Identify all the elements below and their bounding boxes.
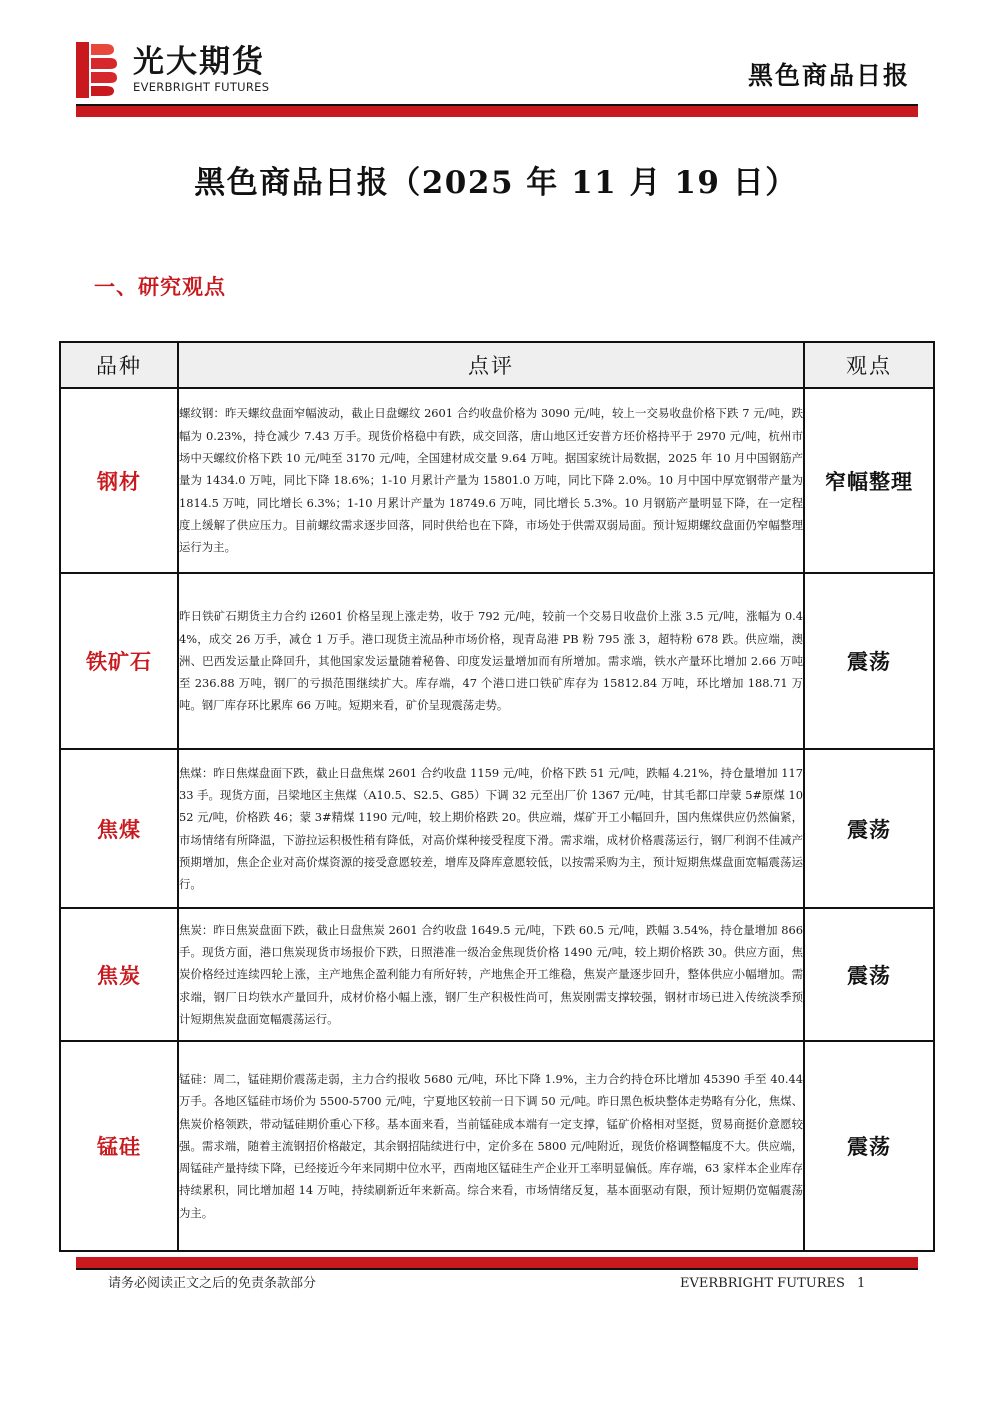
variety-cell: 钢材 bbox=[60, 388, 178, 573]
view-cell: 窄幅整理 bbox=[804, 388, 934, 573]
column-header-view: 观点 bbox=[804, 342, 934, 388]
everbright-logo-icon bbox=[76, 42, 118, 98]
column-header-variety: 品种 bbox=[60, 342, 178, 388]
variety-cell: 锰硅 bbox=[60, 1041, 178, 1251]
footer-divider bbox=[76, 1268, 918, 1270]
header-accent-bar bbox=[76, 106, 918, 117]
view-cell: 震荡 bbox=[804, 749, 934, 908]
report-name: 黑色商品日报 bbox=[747, 61, 910, 90]
view-cell: 震荡 bbox=[804, 1041, 934, 1251]
footer-accent-bar bbox=[76, 1257, 918, 1268]
comment-cell: 焦煤：昨日焦煤盘面下跌，截止日盘焦煤 2601 合约收盘 1159 元/吨，价格下跌 51 元/吨，跌幅 4.21%，持仓量增加 11733 手。现货方面，吕梁地区主焦煤（A10.5、S2.5、G85）下调 32 元至出厂价 1367 元/吨，甘其毛都口岸蒙 5#原煤 1052 元/吨，价格跌 46；蒙 3#精煤 1190 元/吨，较上期价格跌 20。供应端，煤矿开工小幅回升，国内焦煤供应仍然偏紧，市场情绪有所降温，下游拉运积极性稍有降低，对高价煤种接受程度下滑。需求端，成材价格震荡运行，钢厂利润不佳减产预期增加，焦企企业对高价煤资源的接受意愿较差，增库及降库意愿较低，以按需采购为主，预计短期焦煤盘面宽幅震荡运行。 bbox=[178, 749, 804, 908]
variety-cell: 焦炭 bbox=[60, 908, 178, 1041]
table-row bbox=[60, 1041, 934, 1251]
comment-cell: 锰硅：周二，锰硅期价震荡走弱，主力合约报收 5680 元/吨，环比下降 1.9%，主力合约持仓环比增加 45390 手至 40.44 万手。各地区锰硅市场价为 5500-5700 元/吨，宁夏地区较前一日下调 50 元/吨。昨日黑色板块整体走势略有分化，焦煤、焦炭价格领跌，带动锰硅期价重心下移。基本面来看，当前锰硅成本端有一定支撑，锰矿价格相对坚挺，贸易商挺价意愿较强。需求端，随着主流钢招价格敲定，其余钢招陆续进行中，定价多在 5800 元/吨附近，现货价格调整幅度不大。供应端，周锰硅产量持续下降，已经接近今年来同期中位水平，西南地区锰硅生产企业开工率明显偏低。库存端，63 家样本企业库存持续累积，同比增加超 14 万吨，持续刷新近年来新高。综合来看，市场情绪反复，基本面驱动有限，预计短期仍宽幅震荡为主。 bbox=[178, 1041, 804, 1251]
section-heading: 一、研究观点 bbox=[94, 275, 226, 299]
research-views-table bbox=[59, 341, 935, 1252]
comment-cell: 昨日铁矿石期货主力合约 i2601 价格呈现上涨走势，收于 792 元/吨，较前一个交易日收盘价上涨 3.5 元/吨，涨幅为 0.44%，成交 26 万手，减仓 1 万手。港口现货主流品种市场价格，现青岛港 PB 粉 795 涨 3，超特粉 678 跌。供应端，澳洲、巴西发运量止降回升，其他国家发运量随着秘鲁、印度发运量增加而有所增加。需求端，铁水产量环比增加 2.66 万吨至 236.88 万吨，钢厂的亏损范围继续扩大。库存端，47 个港口进口铁矿库存为 15812.84 万吨，环比增加 188.71 万吨。钢厂库存环比累库 66 万吨。短期来看，矿价呈现震荡走势。 bbox=[178, 573, 804, 749]
comment-cell: 螺纹钢：昨天螺纹盘面窄幅波动，截止日盘螺纹 2601 合约收盘价格为 3090 元/吨，较上一交易收盘价格下跌 7 元/吨，跌幅为 0.23%，持仓减少 7.43 万手。现货价格稳中有跌，成交回落，唐山地区迁安普方坯价格持平于 2970 元/吨，杭州市场中天螺纹价格下跌 10 元/吨至 3170 元/吨，全国建材成交量 9.64 万吨。据国家统计局数据，2025 年 10 月中国钢筋产量为 1434.0 万吨，同比下降 18.6%；1-10 月累计产量为 15801.0 万吨，同比下降 2.0%。10 月中国中厚宽钢带产量为 1814.5 万吨，同比增长 6.3%；1-10 月累计产量为 18749.6 万吨，同比增长 5.3%。10 月钢筋产量明显下降，在一定程度上缓解了供应压力。目前螺纹需求逐步回落，同时供给也在下降，市场处于供需双弱局面。预计短期螺纹盘面仍窄幅整理运行为主。 bbox=[178, 388, 804, 573]
footer-brand-name: EVERBRIGHT FUTURES bbox=[680, 1276, 845, 1291]
variety-cell: 铁矿石 bbox=[60, 573, 178, 749]
page-number: 1 bbox=[856, 1276, 866, 1291]
table-row bbox=[60, 908, 934, 1041]
document-title: 黑色商品日报（2025 年 11 月 19 日） bbox=[194, 165, 798, 201]
footer-brand bbox=[680, 1275, 865, 1293]
brand-name-cn: 光大期货 bbox=[133, 44, 265, 80]
variety-cell: 焦煤 bbox=[60, 749, 178, 908]
brand-name-en: EVERBRIGHT FUTURES bbox=[133, 80, 270, 94]
table-header-row bbox=[60, 342, 934, 388]
table-row bbox=[60, 749, 934, 908]
comment-cell: 焦炭：昨日焦炭盘面下跌，截止日盘焦炭 2601 合约收盘 1649.5 元/吨，下跌 60.5 元/吨，跌幅 3.54%，持仓量增加 866 手。现货方面，港口焦炭现货市场报价下跌，日照港准一级冶金焦现货价格 1490 元/吨，较上期价格跌 30。供应方面，焦炭价格经过连续四轮上涨，主产地焦企盈利能力有所好转，产地焦企开工维稳，焦炭产量逐步回升，整体供应小幅增加。需求端，钢厂日均铁水产量回升，成材价格小幅上涨，钢厂生产积极性尚可，焦炭刚需支撑较强，钢材市场已进入传统淡季预计短期焦炭盘面宽幅震荡运行。 bbox=[178, 908, 804, 1041]
view-cell: 震荡 bbox=[804, 908, 934, 1041]
table-row bbox=[60, 388, 934, 573]
table-row bbox=[60, 573, 934, 749]
page-header bbox=[0, 0, 992, 125]
view-cell: 震荡 bbox=[804, 573, 934, 749]
disclaimer-note: 请务必阅读正文之后的免责条款部分 bbox=[108, 1276, 317, 1291]
column-header-comment: 点评 bbox=[178, 342, 804, 388]
